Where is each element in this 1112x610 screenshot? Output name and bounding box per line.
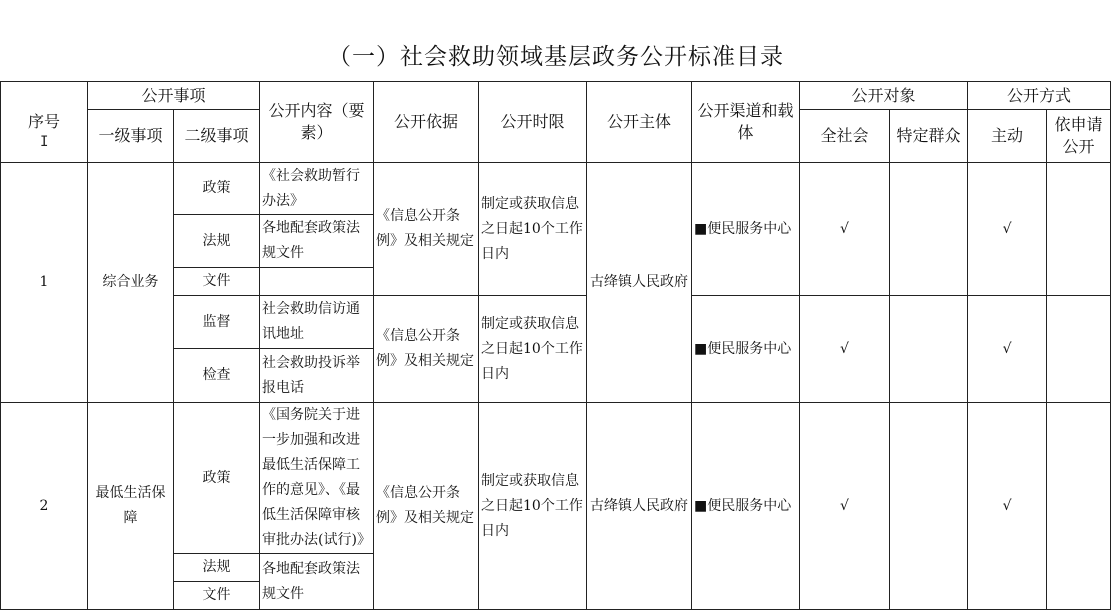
header-level2: 二级事项 (174, 110, 260, 163)
active-cell: √ (968, 403, 1047, 610)
whole-society-cell: √ (800, 403, 890, 610)
active-cell: √ (968, 163, 1047, 296)
whole-society-cell: √ (800, 296, 890, 403)
header-active: 主动 (968, 110, 1047, 163)
i-beam-cursor-icon: I (40, 134, 49, 150)
level2-cell: 法规 (174, 554, 260, 582)
specific-group-cell (890, 403, 968, 610)
header-audience: 公开对象 (800, 82, 968, 110)
level2-cell: 监督 (174, 296, 260, 349)
header-specific-group: 特定群众 (890, 110, 968, 163)
header-whole-society: 全社会 (800, 110, 890, 163)
content-cell: 社会救助投诉举报电话 (260, 349, 374, 403)
specific-group-cell (890, 163, 968, 296)
header-level1: 一级事项 (88, 110, 174, 163)
header-items: 公开事项 (88, 82, 260, 110)
header-seq: 序号 (1, 82, 88, 163)
level2-cell: 检查 (174, 349, 260, 403)
level2-cell: 文件 (174, 582, 260, 610)
header-method: 公开方式 (968, 82, 1111, 110)
active-cell: √ (968, 296, 1047, 403)
level2-cell: 政策 (174, 403, 260, 554)
header-basis: 公开依据 (374, 82, 479, 163)
content-cell: 各地配套政策法规文件 (260, 554, 374, 610)
content-cell: 《社会救助暂行办法》 (260, 163, 374, 215)
whole-society-cell: √ (800, 163, 890, 296)
content-cell: 各地配套政策法规文件 (260, 215, 374, 268)
basis-cell: 《信息公开条例》及相关规定 (374, 296, 479, 403)
content-cell (260, 268, 374, 296)
header-row-1 (1, 82, 1111, 110)
seq-cell: 1 (1, 163, 88, 403)
catalog-table (0, 81, 1111, 610)
channel-cell: ■便民服务中心 (692, 403, 800, 610)
header-channel: 公开渠道和载体 (692, 82, 800, 163)
level1-cell: 最低生活保障 (88, 403, 174, 610)
subject-cell: 古绛镇人民政府 (587, 403, 692, 610)
header-content: 公开内容（要素） (260, 82, 374, 163)
level2-cell: 法规 (174, 215, 260, 268)
table-row (1, 163, 1111, 215)
channel-cell: ■便民服务中心 (692, 296, 800, 403)
specific-group-cell (890, 296, 968, 403)
subject-cell: 古绛镇人民政府 (587, 163, 692, 403)
header-on-request: 依申请公开 (1047, 110, 1111, 163)
level2-cell: 政策 (174, 163, 260, 215)
page-title: （一）社会救助领域基层政务公开标准目录 (328, 44, 784, 70)
level1-cell: 综合业务 (88, 163, 174, 403)
header-subject: 公开主体 (587, 82, 692, 163)
time-limit-cell: 制定或获取信息之日起10个工作日内 (479, 163, 587, 296)
basis-cell: 《信息公开条例》及相关规定 (374, 163, 479, 296)
seq-cell: 2 (1, 403, 88, 610)
header-time-limit: 公开时限 (479, 82, 587, 163)
time-limit-cell: 制定或获取信息之日起10个工作日内 (479, 403, 587, 610)
on-request-cell (1047, 163, 1111, 296)
content-cell: 社会救助信访通讯地址 (260, 296, 374, 349)
content-cell: 《国务院关于进一步加强和改进最低生活保障工作的意见》、《最低生活保障审核审批办法(试行)》 (260, 403, 374, 554)
on-request-cell (1047, 296, 1111, 403)
table-row (1, 403, 1111, 554)
basis-cell: 《信息公开条例》及相关规定 (374, 403, 479, 610)
time-limit-cell: 制定或获取信息之日起10个工作日内 (479, 296, 587, 403)
channel-cell: ■便民服务中心 (692, 163, 800, 296)
on-request-cell (1047, 403, 1111, 610)
level2-cell: 文件 (174, 268, 260, 296)
